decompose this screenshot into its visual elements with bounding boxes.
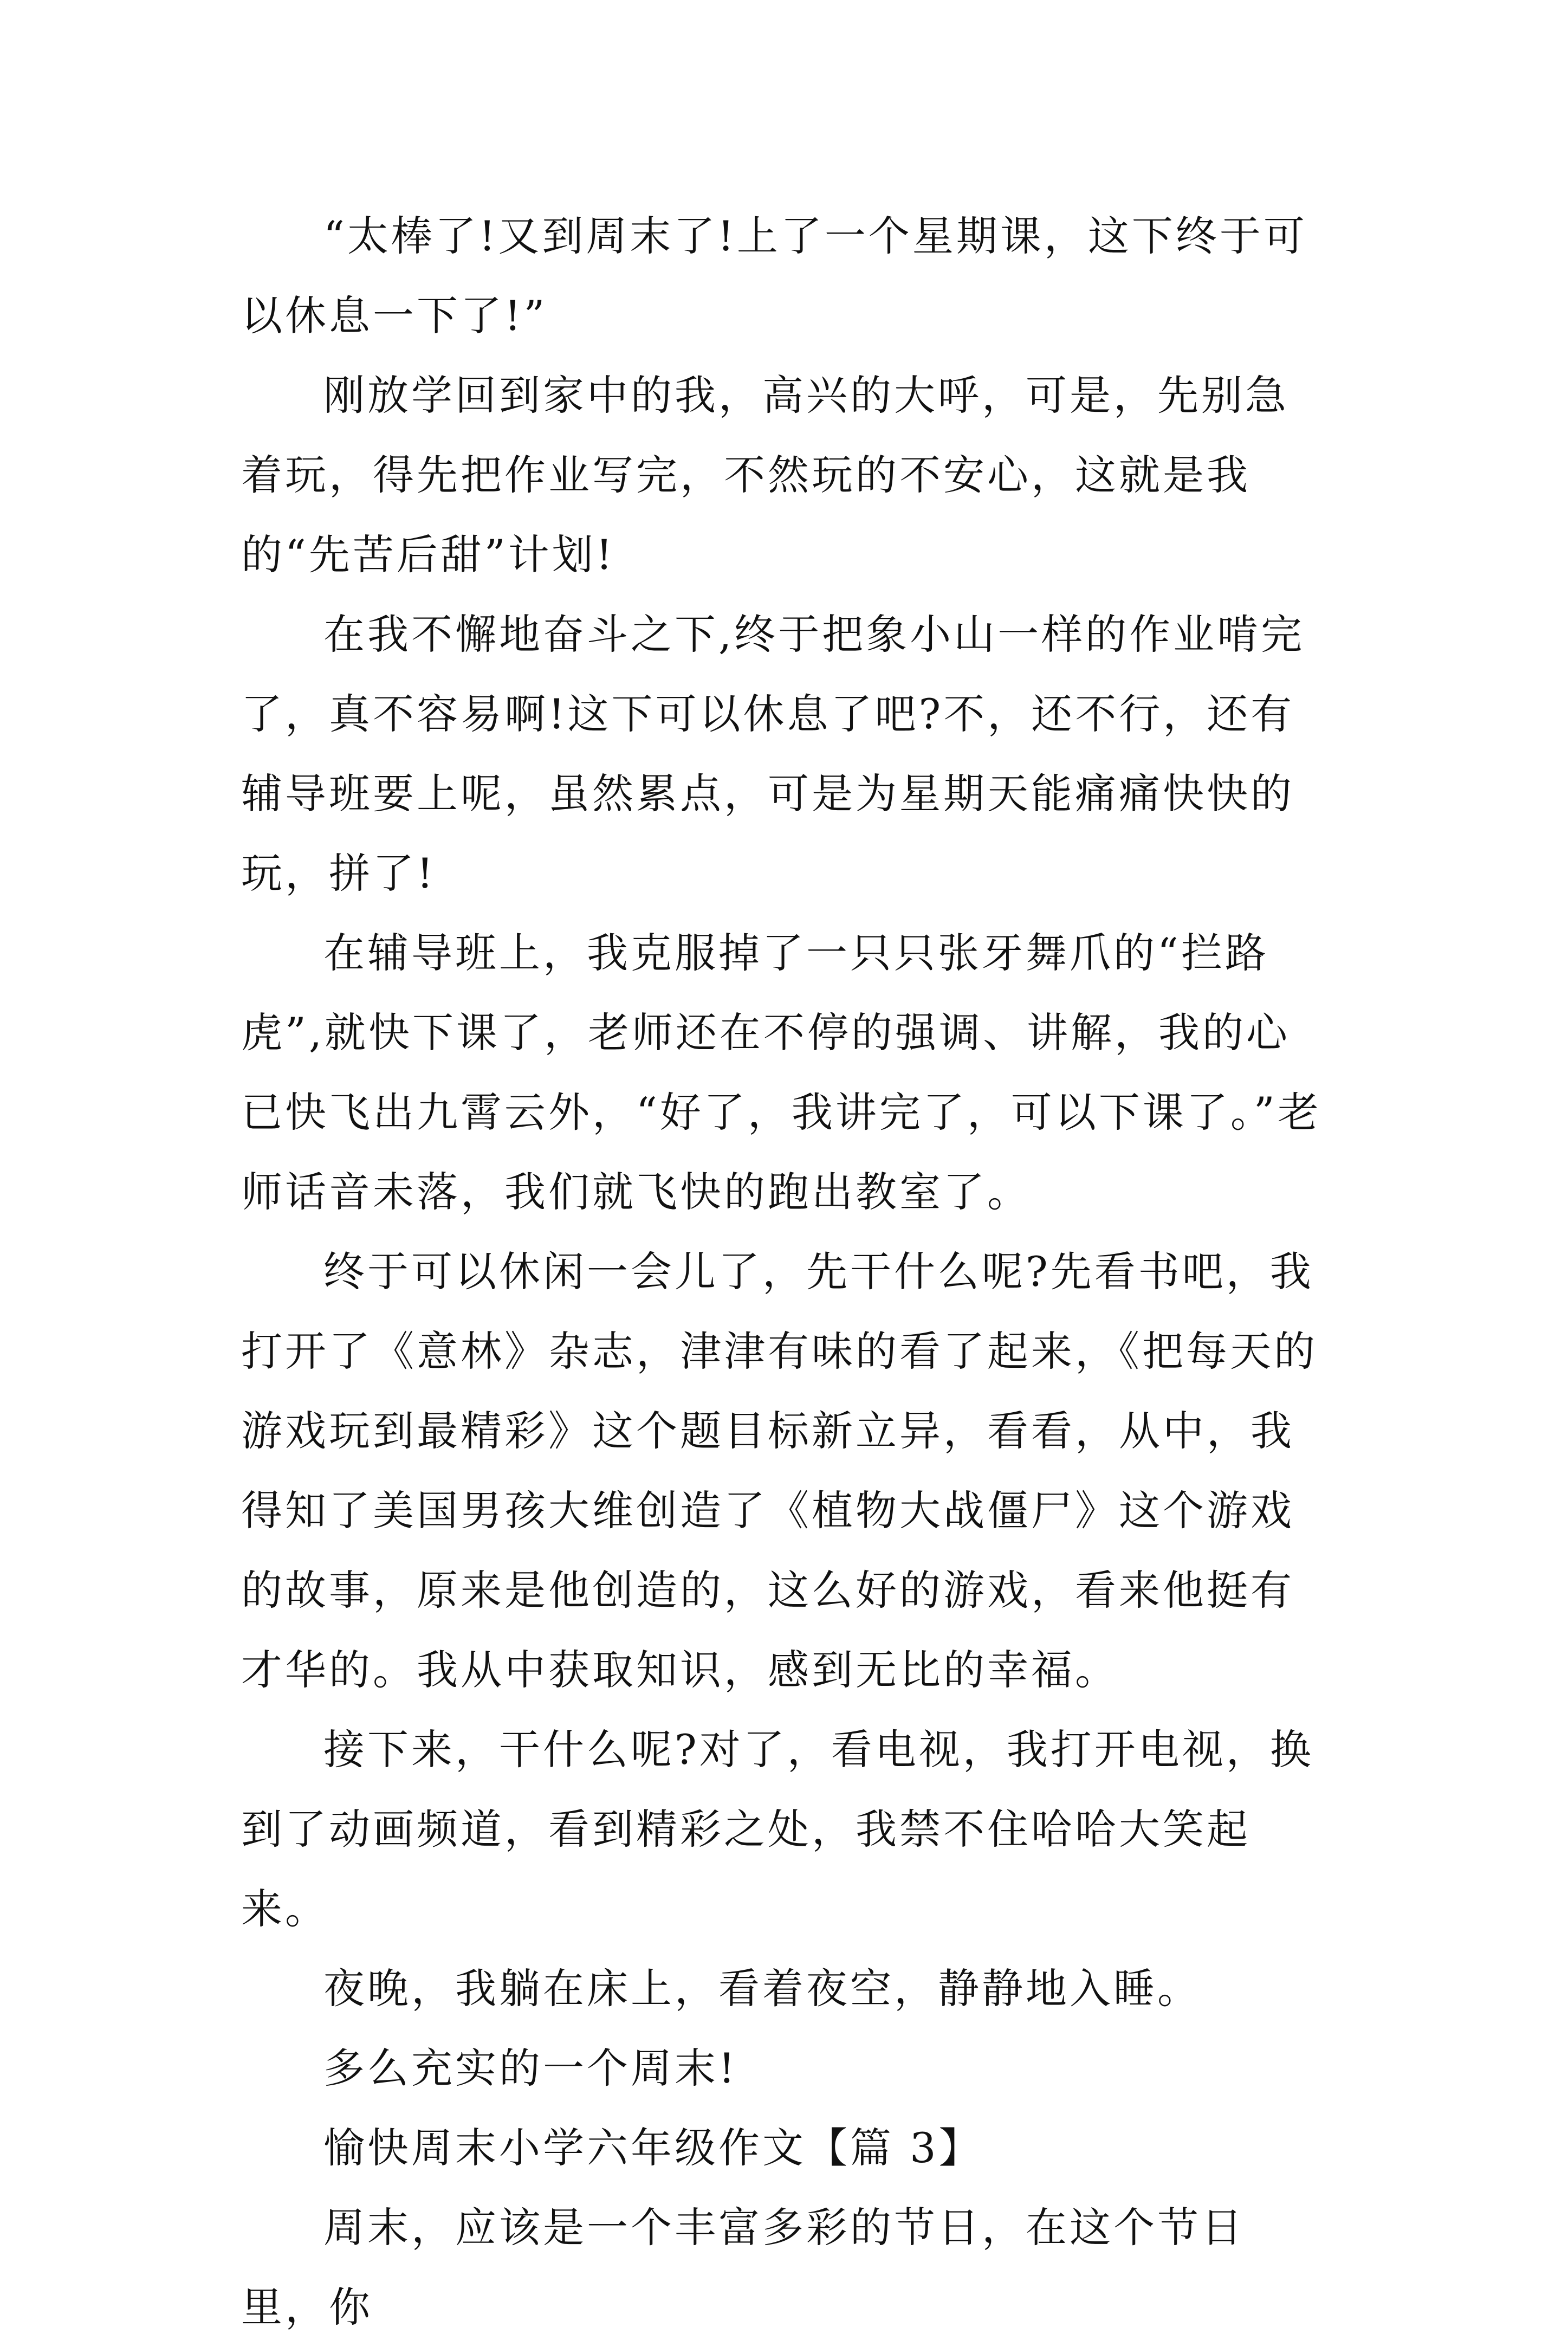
paragraph: 在我不懈地奋斗之下,终于把象小山一样的作业啃完了，真不容易啊!这下可以休息了吧?不，还不行，还有辅导班要上呢，虽然累点，可是为星期天能痛痛快快的玩，拼了!: [241, 610, 1305, 897]
paragraph: 周末，应该是一个丰富多彩的节日，在这个节日里，你: [241, 2203, 1245, 2331]
paragraph: 多么充实的一个周末!: [323, 2044, 738, 2092]
paragraph: 终于可以休闲一会儿了，先干什么呢?先看书吧，我打开了《意林》杂志，津津有味的看了起来，《把每天的游戏玩到最精彩》这个题目标新立异，看看，从中，我得知了美国男孩大维创造了《植物大战僵尸》这个游戏的故事，原来是他创造的，这么好的游戏，看来他挺有才华的。我从中获取知识，感到无比的幸福。: [241, 1247, 1318, 1694]
paragraph: 刚放学回到家中的我，高兴的大呼，可是，先别急着玩，得先把作业写完，不然玩的不安心，这就是我的“先苦后甜”计划!: [241, 371, 1289, 579]
document-body: [241, 196, 1327, 2347]
paragraph: 夜晚，我躺在床上，看着夜空，静静地入睡。: [323, 1964, 1201, 2013]
section-heading: 愉快周末小学六年级作文【篇 3】: [323, 2124, 983, 2172]
paragraph: 接下来，干什么呢?对了，看电视，我打开电视，换到了动画频道，看到精彩之处，我禁不住哈哈大笑起来。: [241, 1725, 1314, 1933]
paragraph: “太棒了!又到周末了!上了一个星期课，这下终于可以休息一下了!”: [241, 212, 1307, 340]
paragraph: 在辅导班上，我克服掉了一只只张牙舞爪的“拦路虎”,就快下课了，老师还在不停的强调、讲解，我的心已快飞出九霄云外，“好了，我讲完了，可以下课了。”老师话音未落，我们就飞快的跑出教室了。: [241, 929, 1321, 1216]
